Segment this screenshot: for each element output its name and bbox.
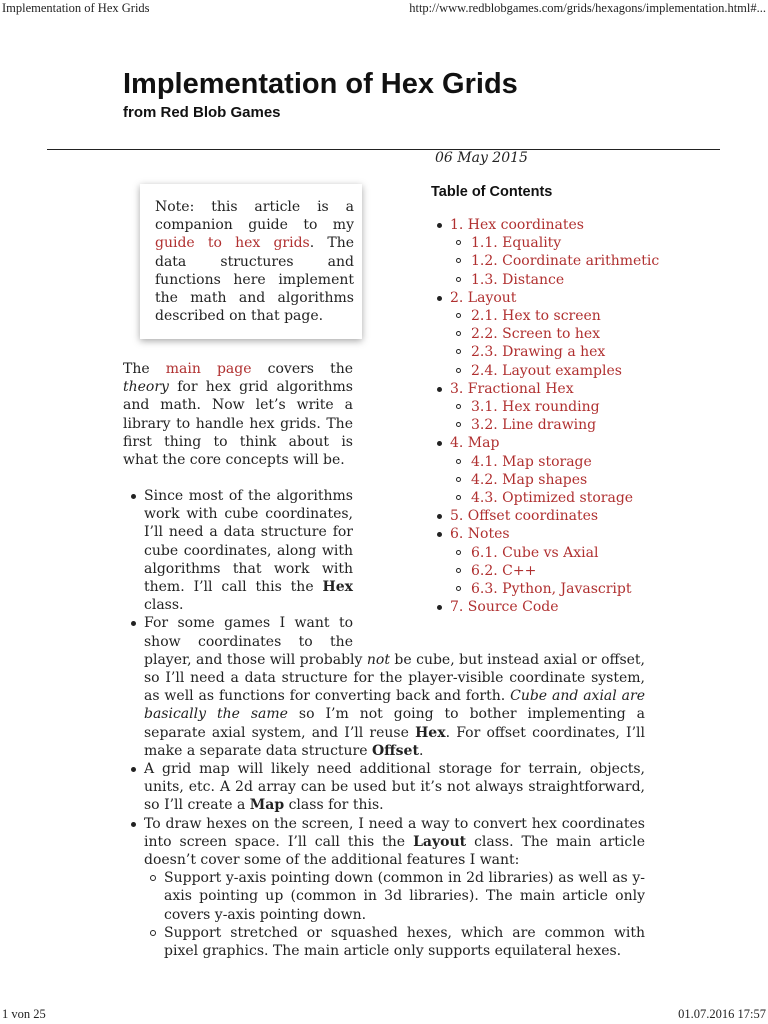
guide-link[interactable]: guide to hex grids — [155, 235, 310, 252]
bullet-text: be cube, but instead axial or offset, so I’ll need a data structure for the player-visible coordinate system, as well as functions for converting back and forth. — [144, 651, 646, 705]
bullet-text: player, and those will probably — [144, 651, 367, 668]
bullet-emphasis: Cube and axial are basically the same — [144, 688, 645, 723]
print-header-url: http://www.redblobgames.com/grids/hexagons/implementation.html#... — [409, 1, 766, 15]
note-suffix: . The data structures and functions here implement the math and algorithms described on that page. — [155, 235, 354, 325]
body-bullet-list — [123, 487, 645, 960]
bullet-text: so I’m not going to bother implementing a separate axial system, and I’ll reuse — [144, 706, 645, 741]
toc-sublink[interactable]: 4.3. Optimized storage — [471, 490, 634, 507]
page-subtitle: from Red Blob Games — [123, 104, 281, 121]
bullet-bold: Hex — [322, 579, 353, 596]
toc-subitem — [431, 325, 731, 343]
toc-link[interactable]: 4. Map — [450, 435, 500, 452]
intro-text-2: covers the — [251, 361, 354, 377]
bullet-text: A grid map will likely need additional storage for terrain, objects, units, etc. A 2d array can be used but it’s not always straightforward, so I’ll create a — [144, 761, 645, 814]
toc-sublink[interactable]: 4.1. Map storage — [471, 453, 592, 470]
bullet-hex-class — [123, 487, 353, 614]
page-number: 1 von 25 — [2, 1007, 46, 1021]
toc-link[interactable]: 3. Fractional Hex — [450, 380, 574, 397]
bullet-wrap — [123, 651, 645, 760]
toc-item — [431, 434, 731, 452]
bullet-bold: Layout — [413, 833, 467, 850]
bullet-text: For some games I want to show coordinates to the — [144, 615, 353, 650]
toc-subitem — [431, 453, 731, 471]
bullet-text: To draw hexes on the screen, I need a way to convert hex coordinates into screen space. I’ll call this the — [144, 815, 645, 850]
toc-link[interactable]: 6. Notes — [450, 526, 510, 543]
layout-features-list — [144, 869, 645, 960]
toc-subitem — [431, 362, 731, 380]
print-footer — [0, 1006, 768, 1024]
bullet-text: . — [418, 742, 424, 759]
toc-item — [431, 380, 731, 398]
note-box — [140, 184, 362, 339]
toc-sublink[interactable]: 1.3. Distance — [471, 271, 565, 288]
article-date: 06 May 2015 — [435, 150, 528, 166]
main-page-link[interactable]: main page — [165, 361, 252, 377]
toc-subitem — [431, 271, 731, 289]
note-prefix: Note: this article is a companion guide to my — [155, 199, 354, 234]
bullet-offset-class — [123, 614, 645, 760]
list-item: Support y-axis pointing down (common in 2d libraries) as well as y-axis pointing up (common in 3d libraries). The main article only covers y-axis pointing down. — [144, 869, 645, 924]
toc-sublink[interactable]: 2.4. Layout examples — [471, 362, 622, 379]
bullet-bold: Offset — [371, 742, 419, 759]
toc-link[interactable]: 5. Offset coordinates — [450, 508, 599, 525]
bullet-bold: Hex — [415, 724, 446, 741]
toc-subitem — [431, 252, 731, 270]
bullet-bold: Map — [249, 797, 285, 814]
toc-subitem — [431, 307, 731, 325]
toc-sublink[interactable]: 4.2. Map shapes — [471, 471, 588, 488]
toc-sublink[interactable]: 1.1. Equality — [471, 235, 562, 252]
intro-text-3: for hex grid algorithms and math. Now let’s write a library to handle hex grids. The first thing to think about is what the core concepts will be. — [123, 379, 353, 469]
print-header — [0, 0, 768, 18]
toc-item — [431, 216, 731, 234]
bullet-text: class for this. — [284, 797, 384, 814]
intro-emphasis: theory — [123, 379, 169, 396]
bullet-map-class — [123, 760, 645, 815]
header-divider — [47, 149, 720, 150]
toc-sublink[interactable]: 1.2. Coordinate arithmetic — [471, 253, 660, 270]
toc-sublink[interactable]: 2.2. Screen to hex — [471, 326, 601, 343]
toc-sublink[interactable]: 3.2. Line drawing — [471, 417, 597, 434]
toc-sublink[interactable]: 6.3. Python, Javascript — [471, 581, 632, 598]
bullet-text: class. The main article doesn’t cover some of the additional features I want: — [144, 833, 645, 869]
toc-link[interactable]: 2. Layout — [450, 289, 517, 306]
toc-sublink[interactable]: 2.1. Hex to screen — [471, 308, 601, 325]
bullet-text: . For offset coordinates, I’ll make a separate data structure — [144, 724, 645, 759]
toc-subitem — [431, 343, 731, 361]
intro-paragraph — [123, 360, 353, 469]
toc-sublink[interactable]: 6.1. Cube vs Axial — [471, 544, 599, 561]
list-item: Support stretched or squashed hexes, which are common with pixel graphics. The main article only supports equilateral hexes. — [144, 924, 645, 960]
bullet-emphasis: not — [366, 651, 390, 668]
page-title: Implementation of Hex Grids — [123, 68, 518, 100]
toc-link[interactable]: 7. Source Code — [450, 599, 559, 616]
bullet-layout-class — [123, 815, 645, 961]
toc-sublink[interactable]: 2.3. Drawing a hex — [471, 344, 606, 361]
print-header-title: Implementation of Hex Grids — [2, 1, 150, 15]
title-block — [123, 68, 518, 121]
toc-subitem — [431, 398, 731, 416]
toc-link[interactable]: 1. Hex coordinates — [450, 217, 584, 233]
toc-sublink[interactable]: 6.2. C++ — [471, 562, 537, 579]
bullet-text: class. — [144, 597, 184, 614]
toc-item — [431, 289, 731, 307]
bullet-text: Since most of the algorithms work with cube coordinates, I’ll need a data structure for cube coordinates, along with algorithms that work with them. I’ll call this the — [144, 488, 353, 596]
toc-subitem — [431, 234, 731, 252]
intro-text-1: The — [123, 361, 166, 377]
print-timestamp: 01.07.2016 17:57 — [678, 1007, 766, 1021]
toc-sublink[interactable]: 3.1. Hex rounding — [471, 399, 600, 416]
toc-subitem — [431, 416, 731, 434]
toc-title: Table of Contents — [431, 184, 553, 200]
